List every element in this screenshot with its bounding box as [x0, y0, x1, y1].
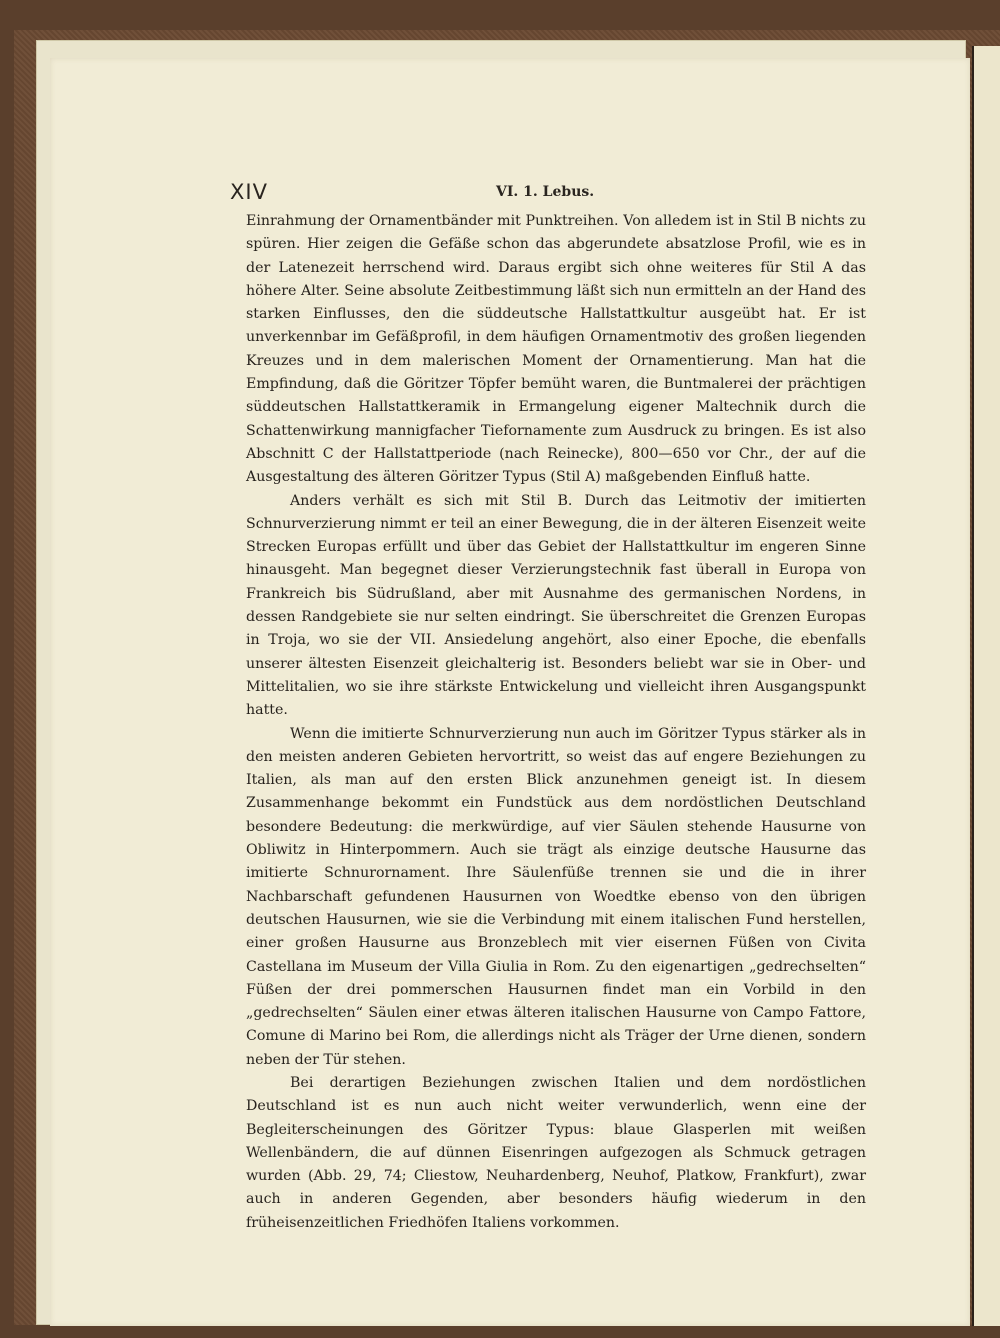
paragraph-3: Wenn die imitierte Schnurverzierung nun auch im Göritzer Typus stärker als in den meisten anderen Gebieten hervortritt, so weist das auf engere Beziehungen zu Italien, als man auf den ersten Blick anzunehmen geneigt ist. In diesem Zusammenhange bekommt ein Fundstück aus dem nordöstlichen Deutschland besondere Bedeutung: die merkwürdige, auf vier Säulen stehende Hausurne von Obliwitz in Hinterpommern. Auch sie trägt als einzige deutsche Hausurne das imitierte Schnurornament. Ihre Säulenfüße trennen sie und die in ihrer Nachbarschaft gefundenen Hausurnen von Woedtke ebenso von den übrigen deutschen Hausurnen, wie sie die Verbindung mit einem italischen Fund herstellen, einer großen Hausurne aus Bronzeblech mit vier eisernen Füßen von Civita Castellana im Museum der Villa Giulia in Rom. Zu den eigenartigen „gedrechselten“ Füßen der drei pommerschen Hausurnen findet man ein Vorbild in den „gedrechselten“ Säulen einer etwas älteren italischen Hausurne von Campo Fattore, Comune di Marino bei Rom, die allerdings nicht als Träger der Urne dienen, sondern neben der Tür stehen. [246, 725, 866, 1068]
paragraph-2: Anders verhält es sich mit Stil B. Durch das Leitmotiv der imitierten Schnurverzierung nimmt er teil an einer Bewegung, die in der älteren Eisenzeit weite Strecken Europas erfüllt und über das Gebiet der Hallstattkultur im engeren Sinne hinausgeht. Man begegnet dieser Verzierungstechnik fast überall in Europa von Frankreich bis Südrußland, aber mit Ausnahme des germanischen Nordens, in dessen Randgebiete sie nur selten eindringt. Sie überschreitet die Grenzen Europas in Troja, wo sie der VII. Ansiedelung angehört, also einer Epoche, die ebenfalls unserer ältesten Eisenzeit gleichalterig ist. Besonders beliebt war sie in Ober- und Mittelitalien, wo sie ihre stärkste Entwickelung und vielleicht ihren Ausgangspunkt hatte. [246, 492, 866, 719]
page-number: XIV [230, 180, 268, 204]
facing-page-edge [972, 46, 1000, 1326]
running-head: VI. 1. Lebus. [496, 184, 595, 200]
paragraph-4: Bei derartigen Beziehungen zwischen Italien und dem nordöstlichen Deutschland ist es nun auch nicht weiter verwunderlich, wenn eine der Begleiterscheinungen des Göritzer Typus: blaue Glasperlen mit weißen Wellenbändern, die auf dünnen Eisenringen aufgezogen als Schmuck getragen wurden (Abb. 29, 74; Cliestow, Neuhardenberg, Neuhof, Platkow, Frankfurt), zwar auch in anderen Gegenden, aber besonders häufig wiederum in den früheisenzeitlichen Friedhöfen Italiens vorkommen. [246, 1074, 866, 1231]
paragraph-1: Einrahmung der Ornamentbänder mit Punktreihen. Von alledem ist in Stil B nichts zu spüren. Hier zeigen die Gefäße schon das abgerundete absatzlose Profil, wie es in der Latenezeit herrschend wird. Daraus ergibt sich ohne weiteres für Stil A das höhere Alter. Seine absolute Zeitbestimmung läßt sich nun ermitteln an der Hand des starken Einflusses, den die süddeutsche Hallstattkultur ausgeübt hat. Er ist unverkennbar im Gefäßprofil, in dem häufigen Ornamentmotiv des großen liegenden Kreuzes und in dem malerischen Moment der Ornamentierung. Man hat die Empfindung, daß die Göritzer Töpfer bemüht waren, die Buntmalerei der prächtigen süddeutschen Hallstattkeramik in Ermangelung eigener Maltechnik durch die Schattenwirkung mannigfacher Tiefornamente zum Ausdruck zu bringen. Es ist also Abschnitt C der Hallstattperiode (nach Reinecke), 800—650 vor Chr., der auf die Ausgestaltung des älteren Göritzer Typus (Stil A) maßgebenden Einfluß hatte. [246, 213, 866, 486]
body-text [246, 210, 866, 1235]
